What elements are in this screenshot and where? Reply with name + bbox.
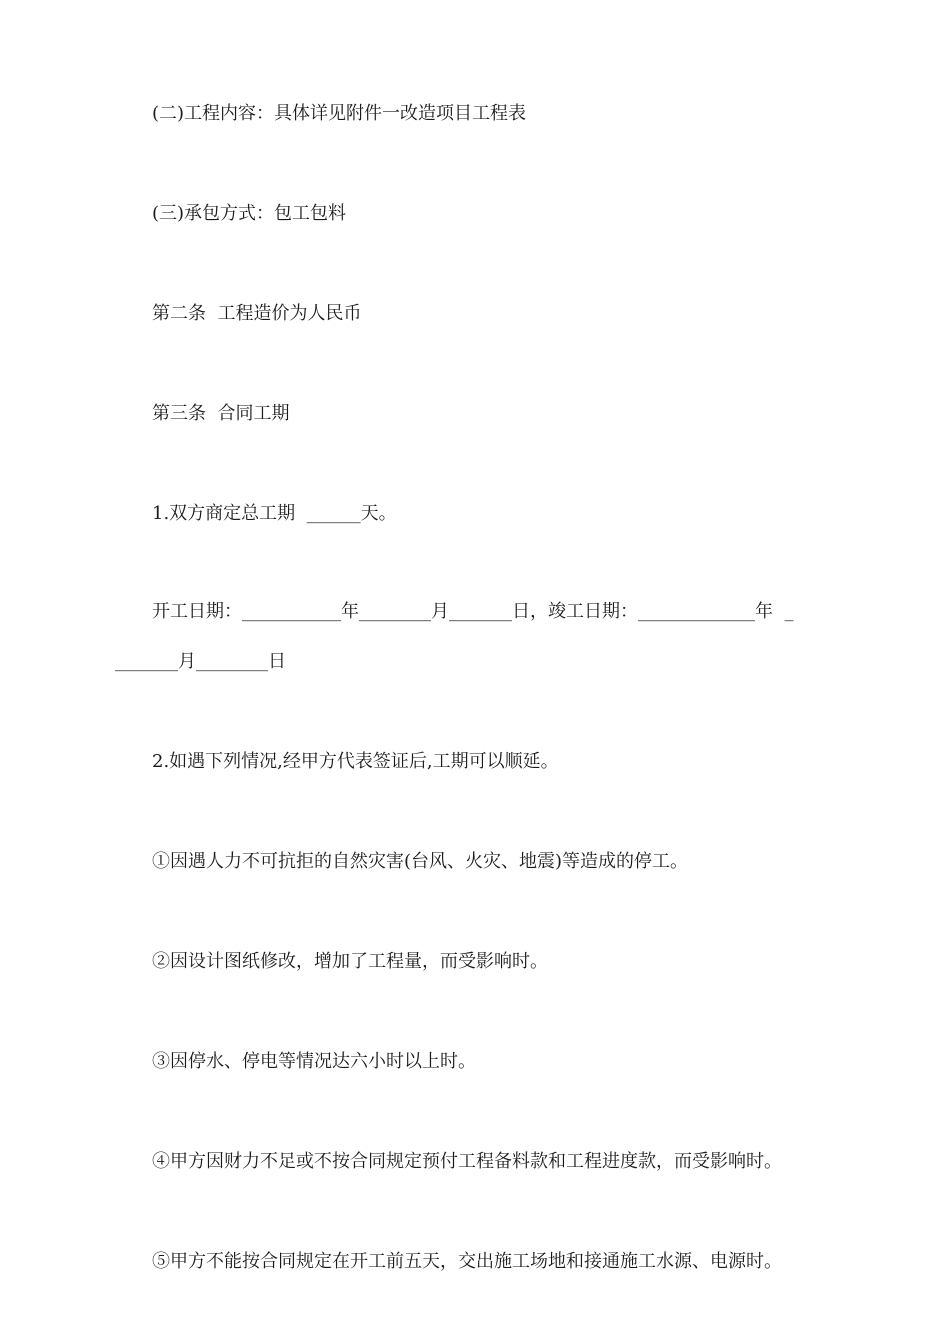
list-item-design-change: ②因设计图纸修改，增加了工程量，而受影响时。 [152,951,548,972]
paragraph-article-two: 第二条 工程造价为人民币 [152,303,362,324]
paragraph-extension-conditions: 2.如遇下列情况,经甲方代表签证后,工期可以顺延。 [152,751,559,772]
list-item-power-outage: ③因停水、停电等情况达六小时以上时。 [152,1051,476,1072]
paragraph-contract-method: (三)承包方式：包工包料 [152,203,347,224]
list-item-payment-delay: ④甲方因财力不足或不按合同规定预付工程备料款和工程进度款，而受影响时。 [152,1151,782,1172]
paragraph-total-duration: 1.双方商定总工期 ______天。 [152,503,397,524]
paragraph-dates-line1: 开工日期：___________年________月_______日，竣工日期：_____________年 _ [152,601,794,622]
list-item-force-majeure: ①因遇人力不可抗拒的自然灾害(台风、火灾、地震)等造成的停工。 [152,851,689,872]
paragraph-project-content: (二)工程内容：具体详见附件一改造项目工程表 [152,103,527,124]
list-item-site-handover: ⑤甲方不能按合同规定在开工前五天，交出施工场地和接通施工水源、电源时。 [152,1251,782,1272]
paragraph-article-three: 第三条 合同工期 [152,403,290,424]
paragraph-dates-line2: _______月________日 [115,651,286,672]
